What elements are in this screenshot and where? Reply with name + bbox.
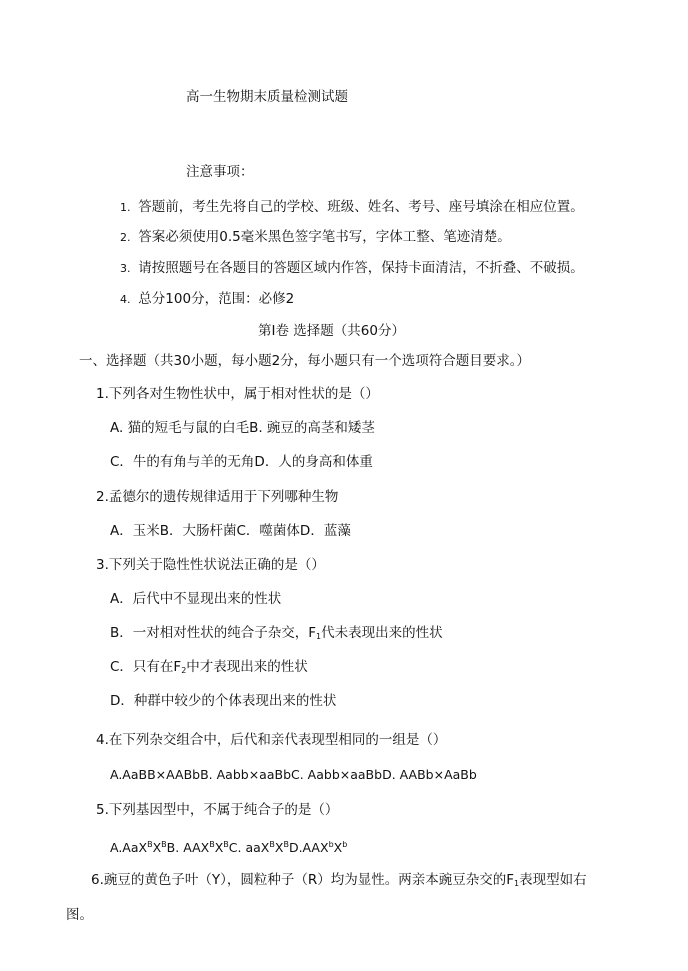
genotype-part: X [333, 840, 343, 855]
option-text: B．一对相对性状的纯合子杂交，F [110, 625, 317, 641]
stem-text: 6.豌豆的黄色子叶（Y），圆粒种子（R）均为显性。两亲本豌豆杂交的F [91, 872, 515, 888]
notice-text: 请按照题号在各题目的答题区域内作答，保持卡面清洁，不折叠、不破损。 [138, 260, 584, 276]
notice-item-4 [120, 290, 294, 309]
notice-number: 2. [120, 231, 131, 244]
option-text: C．只有在F [110, 659, 182, 675]
option-text: 代未表现出来的性状 [321, 625, 443, 641]
notice-number: 3. [120, 262, 131, 275]
question-3-option-c [110, 658, 308, 680]
superscript: B [269, 840, 275, 849]
notice-item-2 [120, 228, 511, 247]
section-title: 第Ⅰ卷 选择题（共60分） [258, 323, 405, 339]
notice-number: 1. [120, 201, 131, 214]
superscript: B [223, 840, 229, 849]
superscript: b [328, 840, 334, 849]
superscript: B [283, 840, 289, 849]
genotype-part: A.AaX [110, 840, 148, 855]
question-3-stem: 3.下列关于隐性性状说法正确的是（） [96, 557, 325, 573]
question-3-option-a: A．后代中不显现出来的性状 [110, 591, 282, 607]
superscript: B [161, 840, 167, 849]
superscript: B [147, 840, 153, 849]
notice-number: 4. [120, 293, 131, 306]
question-1-stem: 1.下列各对生物性状中，属于相对性状的是（） [96, 386, 379, 402]
genotype-part: B. AAX [166, 840, 210, 855]
option-text: 中才表现出来的性状 [186, 659, 308, 675]
notice-item-3 [120, 259, 584, 278]
genotype-part: C. aaX [228, 840, 270, 855]
subscript: 1 [514, 879, 520, 888]
question-5-stem: 5.下列基因型中，不属于纯合子的是（） [96, 802, 339, 818]
question-4-stem: 4.在下列杂交组合中，后代和亲代表现型相同的一组是（） [96, 732, 447, 748]
superscript: b [342, 840, 348, 849]
subscript: 1 [316, 632, 322, 641]
genotype-part: X [274, 840, 284, 855]
genotype-part: X [152, 840, 162, 855]
page-title: 高一生物期末质量检测试题 [186, 89, 348, 105]
question-6-stem [91, 871, 587, 893]
part-heading: 一、选择题（共30小题，每小题2分，每小题只有一个选项符合题目要求。） [79, 353, 531, 369]
question-2-stem: 2.孟德尔的遗传规律适用于下列哪种生物 [96, 489, 339, 505]
question-6-stem-continuation: 图。 [66, 907, 93, 923]
stem-text: 表现型如右 [519, 872, 587, 888]
superscript: B [209, 840, 215, 849]
genotype-part: X [214, 840, 224, 855]
notice-text: 总分100分，范围：必修2 [138, 291, 295, 307]
question-1-options-ab: A. 猫的短毛与鼠的白毛B. 豌豆的高茎和矮茎 [110, 420, 375, 436]
notice-heading: 注意事项： [186, 164, 254, 180]
notice-item-1 [120, 198, 584, 217]
question-3-option-d: D．种群中较少的个体表现出来的性状 [110, 693, 337, 709]
notice-text: 答案必须使用0.5毫米黑色签字笔书写，字体工整、笔迹清楚。 [138, 229, 511, 245]
question-4-options: A.AaBB×AABbB. Aabb×aaBbC. Aabb×aaBbD. AABb×AaBb [110, 767, 477, 782]
question-3-option-b [110, 624, 443, 646]
question-1-options-cd: C．牛的有角与羊的无角D．人的身高和体重 [110, 454, 373, 470]
genotype-part: D.AAX [288, 840, 329, 855]
question-2-options: A．玉米B．大肠杆菌C．噬菌体D．蓝藻 [110, 523, 351, 539]
question-5-options [110, 836, 347, 857]
notice-text: 答题前，考生先将自己的学校、班级、姓名、考号、座号填涂在相应位置。 [138, 199, 584, 215]
subscript: 2 [181, 666, 187, 675]
